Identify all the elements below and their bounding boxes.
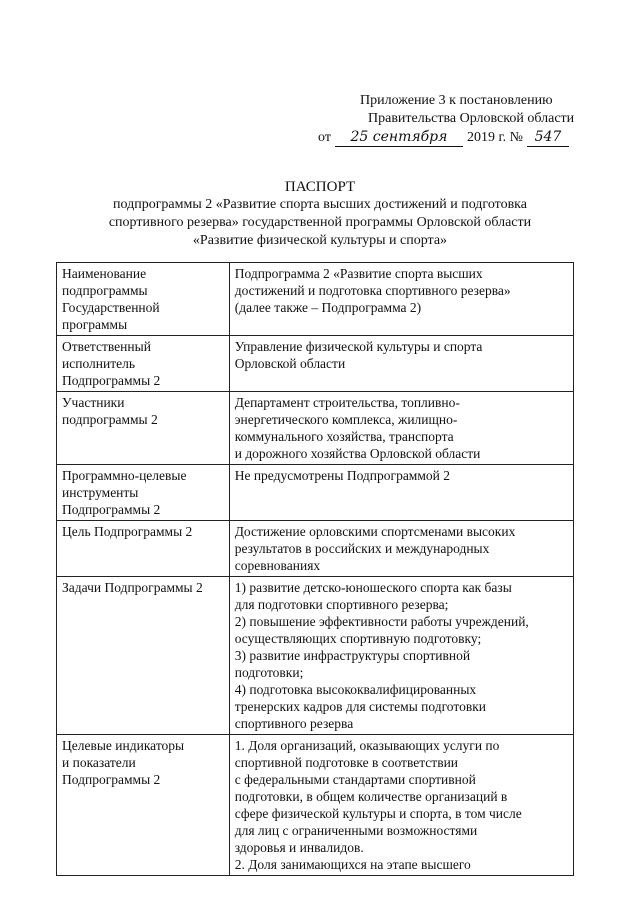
table-row xyxy=(57,521,574,577)
row-label: Наименование подпрограммы Государственной программы xyxy=(57,263,230,336)
row-value: 1) развитие детско-юношеского спорта как базы для подготовки спортивного резерва; 2) повышение эффективности работы учреждений, осуществляющих спортивную подготовку; 3) развитие инфраструктуры спортивной подготовки; 4) подготовка высококвалифицированных тренерских кадров для системы подготовки спортивного резерва xyxy=(229,577,573,735)
table-row xyxy=(57,392,574,465)
row-value: Подпрограмма 2 «Развитие спорта высших достижений и подготовка спортивного резерва» (далее также – Подпрограмма 2) xyxy=(229,263,573,336)
row-label: Целевые индикаторы и показатели Подпрограммы 2 xyxy=(57,735,230,876)
row-label: Задачи Подпрограммы 2 xyxy=(57,577,230,735)
row-value: 1. Доля организаций, оказывающих услуги по спортивной подготовке в соответствии с федеральными стандартами спортивной подготовки, в общем количестве организаций в сфере физической культуры и спорта, в том числе для лиц с ограниченными возможностями здоровья и инвалидов. 2. Доля занимающихся на этапе высшего xyxy=(229,735,573,876)
table-row xyxy=(57,465,574,521)
row-label: Ответственный исполнитель Подпрограммы 2 xyxy=(57,336,230,392)
passport-title: ПАСПОРТ xyxy=(284,179,356,195)
row-label: Программно-целевые инструменты Подпрограммы 2 xyxy=(57,465,230,521)
row-label: Цель Подпрограммы 2 xyxy=(57,521,230,577)
appendix-year-label: 2019 г. № xyxy=(466,130,523,145)
handwritten-date: 25 сентября xyxy=(335,128,463,147)
appendix-line-1: Приложение 3 к постановлению xyxy=(360,93,553,108)
table-row xyxy=(57,735,574,876)
row-value: Не предусмотрены Подпрограммой 2 xyxy=(229,465,573,521)
row-label: Участники подпрограммы 2 xyxy=(57,392,230,465)
appendix-header xyxy=(300,92,600,147)
row-value: Управление физической культуры и спорта Орловской области xyxy=(229,336,573,392)
passport-subtitle: подпрограммы 2 «Развитие спорта высших достижений и подготовка спортивного резерва» государственной программы Орловской области «Развитие физической культуры и спорта» xyxy=(108,197,532,248)
table-row xyxy=(57,336,574,392)
passport-table xyxy=(56,262,574,876)
handwritten-number: 547 xyxy=(527,128,569,147)
appendix-line-2: Правительства Орловской области xyxy=(368,111,575,126)
table-row xyxy=(57,577,574,735)
appendix-line-3 xyxy=(300,128,600,147)
row-value: Департамент строительства, топливно- энергетического комплекса, жилищно- коммунального хозяйства, транспорта и дорожного хозяйства Орловской области xyxy=(229,392,573,465)
table-row xyxy=(57,263,574,336)
row-value: Достижение орловскими спортсменами высоких результатов в российских и международных соревнованиях xyxy=(229,521,573,577)
appendix-from-label: от xyxy=(318,130,331,145)
